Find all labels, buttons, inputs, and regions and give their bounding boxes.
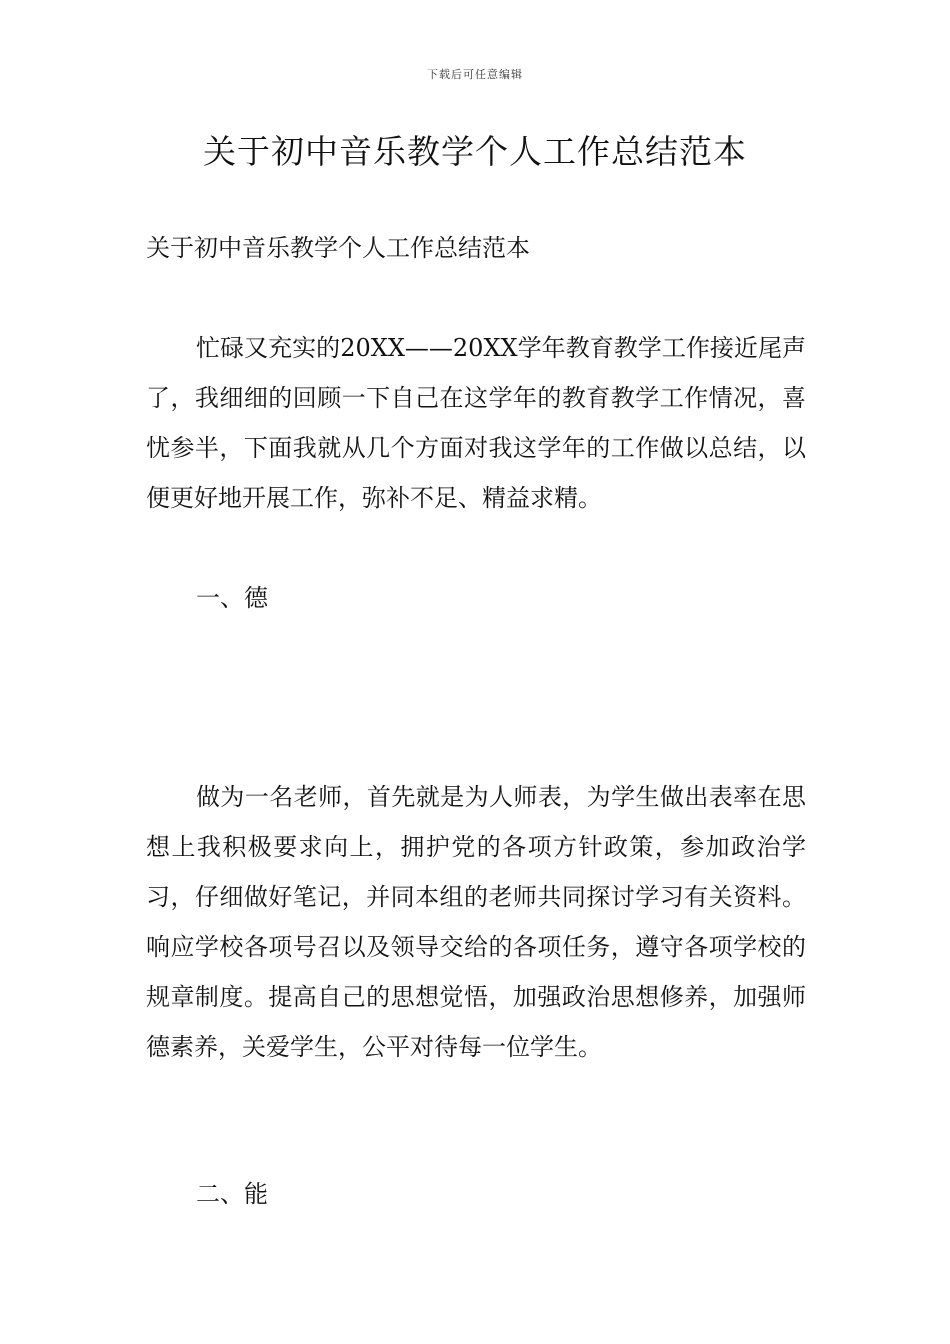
intro-paragraph: 忙碌又充实的20XX——20XX学年教育教学工作接近尾声了，我细细的回顾一下自己在这学年的教育教学工作情况，喜忧参半，下面我就从几个方面对我这学年的工作做以总结，以便更好地开展工作，弥补不足、精益求精。 [146, 334, 806, 512]
section-heading-neng: 二、能 [196, 1180, 268, 1208]
section-heading-de: 一、德 [196, 584, 268, 612]
header-note: 下载后可任意编辑 [427, 68, 523, 81]
document-subtitle: 关于初中音乐教学个人工作总结范本 [146, 234, 530, 262]
section-body-de: 做为一名老师，首先就是为人师表，为学生做出表率在思想上我积极要求向上，拥护党的各项方针政策，参加政治学习，仔细做好笔记，并同本组的老师共同探讨学习有关资料。响应学校各项号召以及领导交给的各项任务，遵守各项学校的规章制度。提高自己的思想觉悟，加强政治思想修养，加强师德素养，关爱学生，公平对待每一位学生。 [146, 783, 806, 1061]
document-title: 关于初中音乐教学个人工作总结范本 [203, 132, 747, 171]
